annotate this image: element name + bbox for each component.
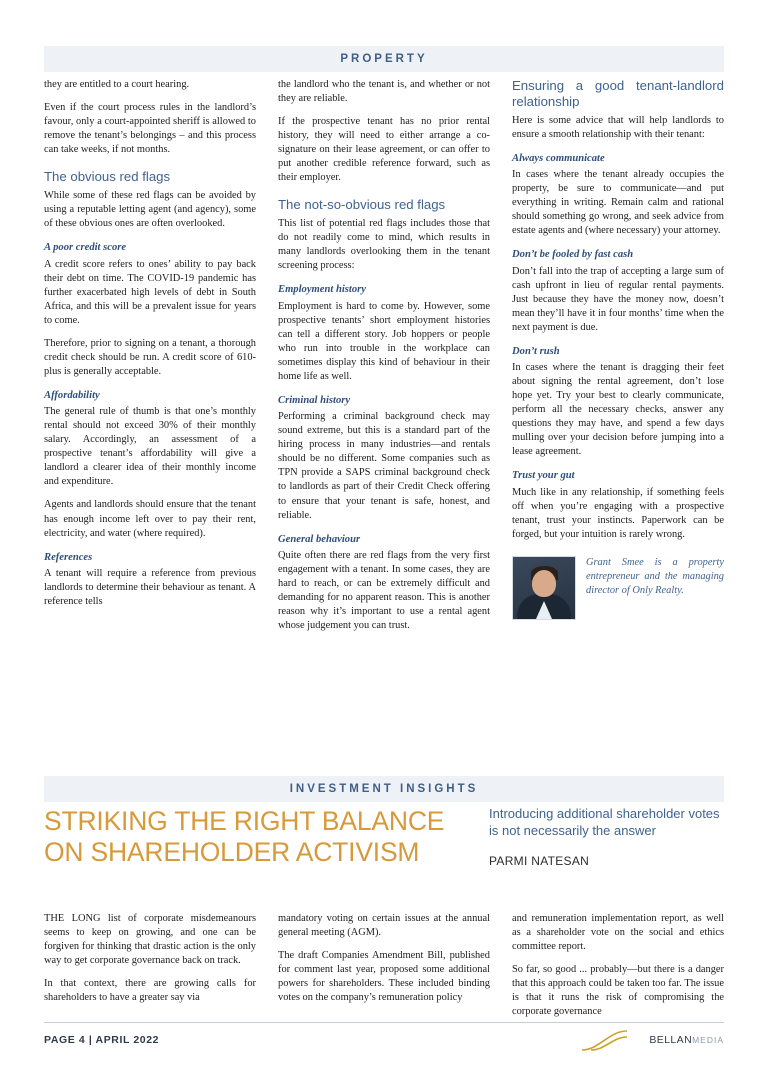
property-column-1 xyxy=(44,78,256,642)
paragraph: Performing a criminal background check may sound extreme, but this is a standard part of the hiring process in many industries—and rentals should be no different. Some companies such as TPN provide a SAPS criminal background check to landlords as part of their Credit Check offering to ensure that your tenant is safe, honest, and reliable. xyxy=(278,411,490,521)
paragraph: The general rule of thumb is that one’s monthly rental should not exceed 30% of their monthly salary. Accordingly, an assessment of a prospective tenant’s affordability will give a landlord a clearer idea of their monthly income and expenditure. xyxy=(44,406,256,488)
section-header-property xyxy=(44,46,724,72)
subhead-general-behaviour: General behaviour xyxy=(278,533,361,545)
footer-divider xyxy=(44,1022,724,1023)
publisher-name-main: BELLAN xyxy=(649,1034,693,1046)
headline-line-2: ON SHAREHOLDER ACTIVISM xyxy=(44,836,420,867)
insights-standfirst xyxy=(489,806,724,868)
publisher-logo xyxy=(581,1028,724,1052)
paragraph: Employment is hard to come by. However, some prospective tenants’ short employment histories can tell a different story. Job hoppers or people who run into trouble in the workplace can sometimes display this kind of behaviour in their home life as well. xyxy=(278,300,490,382)
paragraph: Much like in any relationship, if something feels off when you’re engaging with a prospective tenant, trust your instincts. Paperwork can be forged, but your intuition is rarely wrong. xyxy=(512,486,724,540)
subhead-tenant-landlord-relationship: Ensuring a good tenant-landlord relationship xyxy=(512,78,724,109)
insights-headline xyxy=(44,806,464,867)
subhead-fast-cash: Don’t be fooled by fast cash xyxy=(512,249,634,261)
paragraph: Quite often there are red flags from the very first engagement with a tenant. In some cases, they are hard to reach, or can be extremely difficult and demanding for no apparent reason. This is another reason why it’s important to use a rental agent whose judgement you can trust. xyxy=(278,549,490,632)
author-bio xyxy=(512,556,724,620)
subhead-poor-credit-score: A poor credit score xyxy=(44,242,127,254)
paragraph: THE LONG list of corporate misdemeanours seems to keep on growing, and one can be forgiven for thinking that drastic action is the only way to get corporate governance back on track. xyxy=(44,913,256,967)
headline-line-1: STRIKING THE RIGHT BALANCE xyxy=(44,806,445,836)
author-bio-text: Grant Smee is a property entrepreneur and the managing director of Only Realty. xyxy=(586,556,724,597)
subhead-obvious-red-flags: The obvious red flags xyxy=(44,169,171,185)
publisher-name xyxy=(649,1034,724,1046)
page-footer xyxy=(44,1026,724,1054)
swoosh-icon xyxy=(581,1028,643,1052)
section-header-investment-insights xyxy=(44,776,724,802)
insights-column-1 xyxy=(44,912,256,1028)
standfirst-text: Introducing additional shareholder votes is not necessarily the answer xyxy=(489,806,720,838)
paragraph: In cases where the tenant is dragging their feet about signing the rental agreement, don’t lose hope yet. Try your best to clearly communicate, perform all the necessary checks, answer any questions they may have, and spend a few days mulling over your decision before jumping into a lease agreement. xyxy=(512,362,724,458)
subhead-always-communicate: Always communicate xyxy=(512,152,605,164)
subhead-trust-your-gut: Trust your gut xyxy=(512,470,575,482)
insights-column-3 xyxy=(512,912,724,1028)
property-column-3 xyxy=(512,78,724,642)
section-header-property-label: PROPERTY xyxy=(340,53,428,65)
paragraph: This list of potential red flags includes those that do not readily come to mind, which results in many landlords overlooking them in the tenant screening process: xyxy=(278,218,490,272)
paragraph: Agents and landlords should ensure that the tenant has enough income left over to pay their rent, electricity, and water (where required). xyxy=(44,499,256,539)
subhead-references: References xyxy=(44,551,93,563)
paragraph: So far, so good ... probably—but there is a danger that this approach could be taken too far. The issue is that it runs the risk of compromising the corporate governance xyxy=(512,964,724,1018)
paragraph: If the prospective tenant has no prior rental history, they will need to either arrange a co-signature on their lease agreement, or can offer to put another credible reference forward, such as their employer. xyxy=(278,116,490,184)
insights-column-2 xyxy=(278,912,490,1028)
paragraph: mandatory voting on certain issues at the annual general meeting (AGM). xyxy=(278,913,490,939)
author-byline: PARMI NATESAN xyxy=(489,853,590,868)
paragraph: they are entitled to a court hearing. xyxy=(44,79,190,90)
footer-page-label: PAGE 4 | APRIL 2022 xyxy=(44,1034,160,1046)
paragraph: Here is some advice that will help landlords to ensure a smooth relationship with their tenant: xyxy=(512,114,724,140)
property-article-columns xyxy=(44,78,724,642)
section-header-investment-insights-label: INVESTMENT INSIGHTS xyxy=(289,783,479,795)
paragraph: and remuneration implementation report, as well as a shareholder vote on the social and ethics committee report. xyxy=(512,913,724,953)
paragraph: In that context, there are growing calls for shareholders to have a greater say via xyxy=(44,978,256,1004)
paragraph: While some of these red flags can be avoided by using a reputable letting agent (and agency), some of these obvious ones are often overlooked. xyxy=(44,190,256,230)
publisher-name-sub: MEDIA xyxy=(692,1035,724,1045)
paragraph: Even if the court process rules in the landlord’s favour, only a court-appointed sheriff is allowed to remove the tenant’s belongings – and this process can take weeks, if not months. xyxy=(44,102,256,156)
paragraph: the landlord who the tenant is, and whether or not they are reliable. xyxy=(278,79,490,105)
subhead-criminal-history: Criminal history xyxy=(278,394,351,406)
insights-article-columns xyxy=(44,912,724,1028)
subhead-affordability: Affordability xyxy=(44,389,100,401)
paragraph: Therefore, prior to signing on a tenant, a thorough credit check should be run. A credit score of 610-plus is generally acceptable. xyxy=(44,337,256,377)
paragraph: A credit score refers to ones’ ability to pay back their debt on time. The COVID-19 pandemic has further exacerbated high levels of debt in South Africa, and this will be a prevalent issue for years to come. xyxy=(44,258,256,326)
subhead-employment-history: Employment history xyxy=(278,284,366,296)
property-column-2 xyxy=(278,78,490,642)
subhead-not-so-obvious-red-flags: The not-so-obvious red flags xyxy=(278,197,446,213)
paragraph: The draft Companies Amendment Bill, published for comment last year, proposed some additional powers for shareholders. These included binding votes on the company’s remuneration policy xyxy=(278,950,490,1004)
paragraph: In cases where the tenant already occupies the property, be sure to communicate—and put everything in writing. Remain calm and rational should something go wrong, and seek advice from estate agents and (where necessary) your attorney. xyxy=(512,169,724,237)
subhead-dont-rush: Don’t rush xyxy=(512,345,560,357)
paragraph: Don’t fall into the trap of accepting a large sum of cash upfront in lieu of regular rental payments. Just because they have the money now, doesn’t mean they’ll have it in four months’ time when the next payment is due. xyxy=(512,265,724,333)
author-photo xyxy=(512,556,576,620)
paragraph: A tenant will require a reference from previous landlords to determine their behaviour as tenant. A reference tells xyxy=(44,567,256,607)
